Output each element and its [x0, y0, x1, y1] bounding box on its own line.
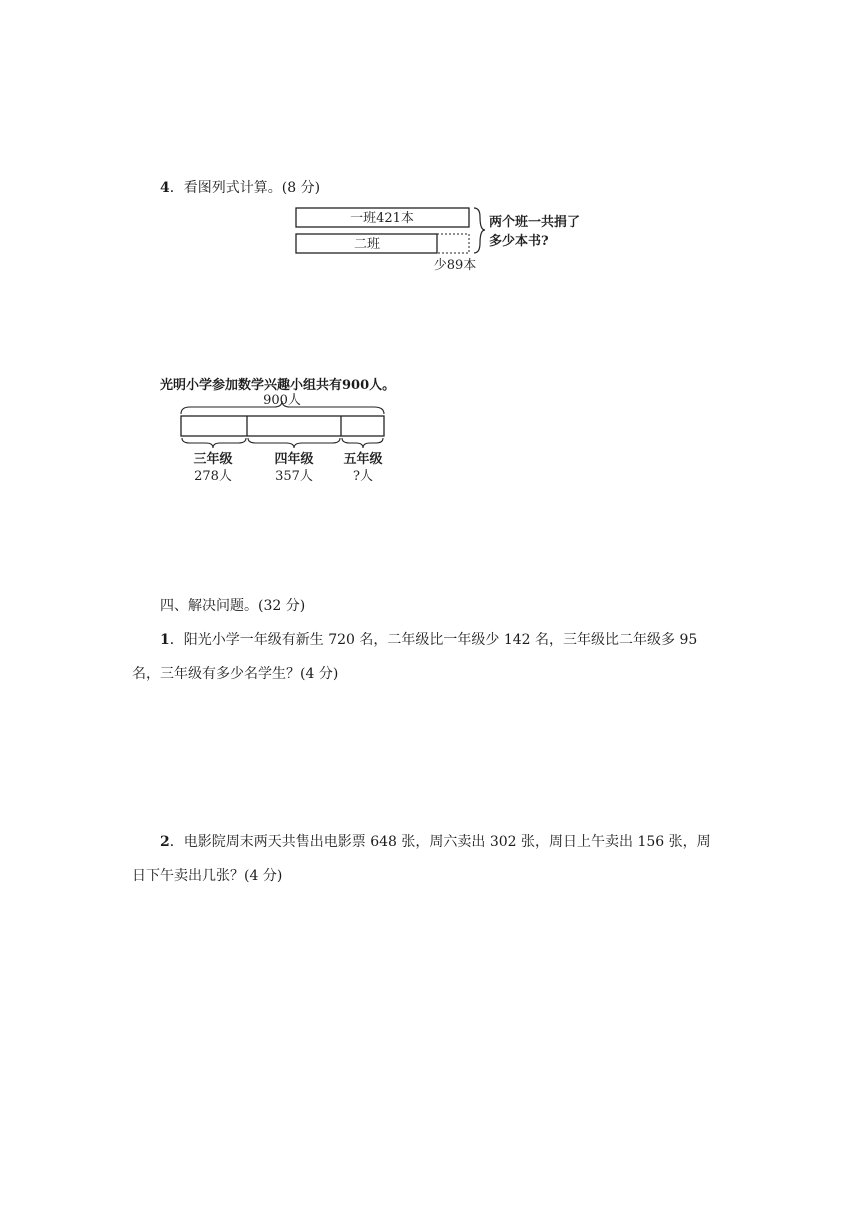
grade5-name: 五年级 — [343, 452, 383, 467]
question-line-1: 两个班一共捐了 — [489, 215, 581, 230]
problem-1-line-2: 名，三年级有多少名学生？(4 分) — [132, 666, 339, 682]
problem-2-line-2: 日下午卖出几张？(4 分) — [132, 868, 283, 884]
class1-label: 一班421本 — [350, 211, 414, 226]
question-number: 4 — [160, 180, 170, 196]
book-donation-diagram — [290, 203, 610, 275]
brace-grade5 — [342, 438, 383, 448]
less-dashed-segment — [437, 234, 469, 253]
grade5-count: ?人 — [353, 469, 373, 484]
problem-number: 1 — [160, 632, 170, 648]
grade-segment-diagram — [170, 390, 400, 485]
problem-number: 2 — [160, 834, 170, 850]
less-label: 少89本 — [433, 258, 477, 273]
grade3-name: 三年级 — [193, 452, 233, 467]
problem-2-text: ．电影院周末两天共售出电影票 648 张，周六卖出 302 张，周日上午卖出 156 张，周 — [169, 834, 711, 850]
question-line-2: 多少本书? — [489, 234, 549, 249]
grade4-name: 四年级 — [274, 452, 314, 467]
section-heading: 四、解决问题。(32 分) — [160, 598, 306, 614]
grade3-count: 278人 — [194, 469, 232, 484]
right-brace — [474, 208, 485, 253]
brace-grade4 — [248, 438, 340, 448]
group-statement: 光明小学参加数学兴趣小组共有900人。 — [160, 378, 396, 393]
brace-grade3 — [182, 438, 246, 448]
question-title: ．看图列式计算。(8 分) — [169, 180, 321, 196]
total-label: 900人 — [263, 393, 301, 408]
problem-1-text: ．阳光小学一年级有新生 720 名，二年级比一年级少 142 名，三年级比二年级多 95 — [169, 632, 698, 648]
problem-1-line-1 — [160, 630, 697, 650]
problem-2-line-1 — [160, 832, 711, 852]
class2-label: 二班 — [353, 237, 381, 252]
grade4-count: 357人 — [275, 469, 313, 484]
question-4-heading — [160, 178, 320, 198]
total-bar — [181, 416, 384, 436]
